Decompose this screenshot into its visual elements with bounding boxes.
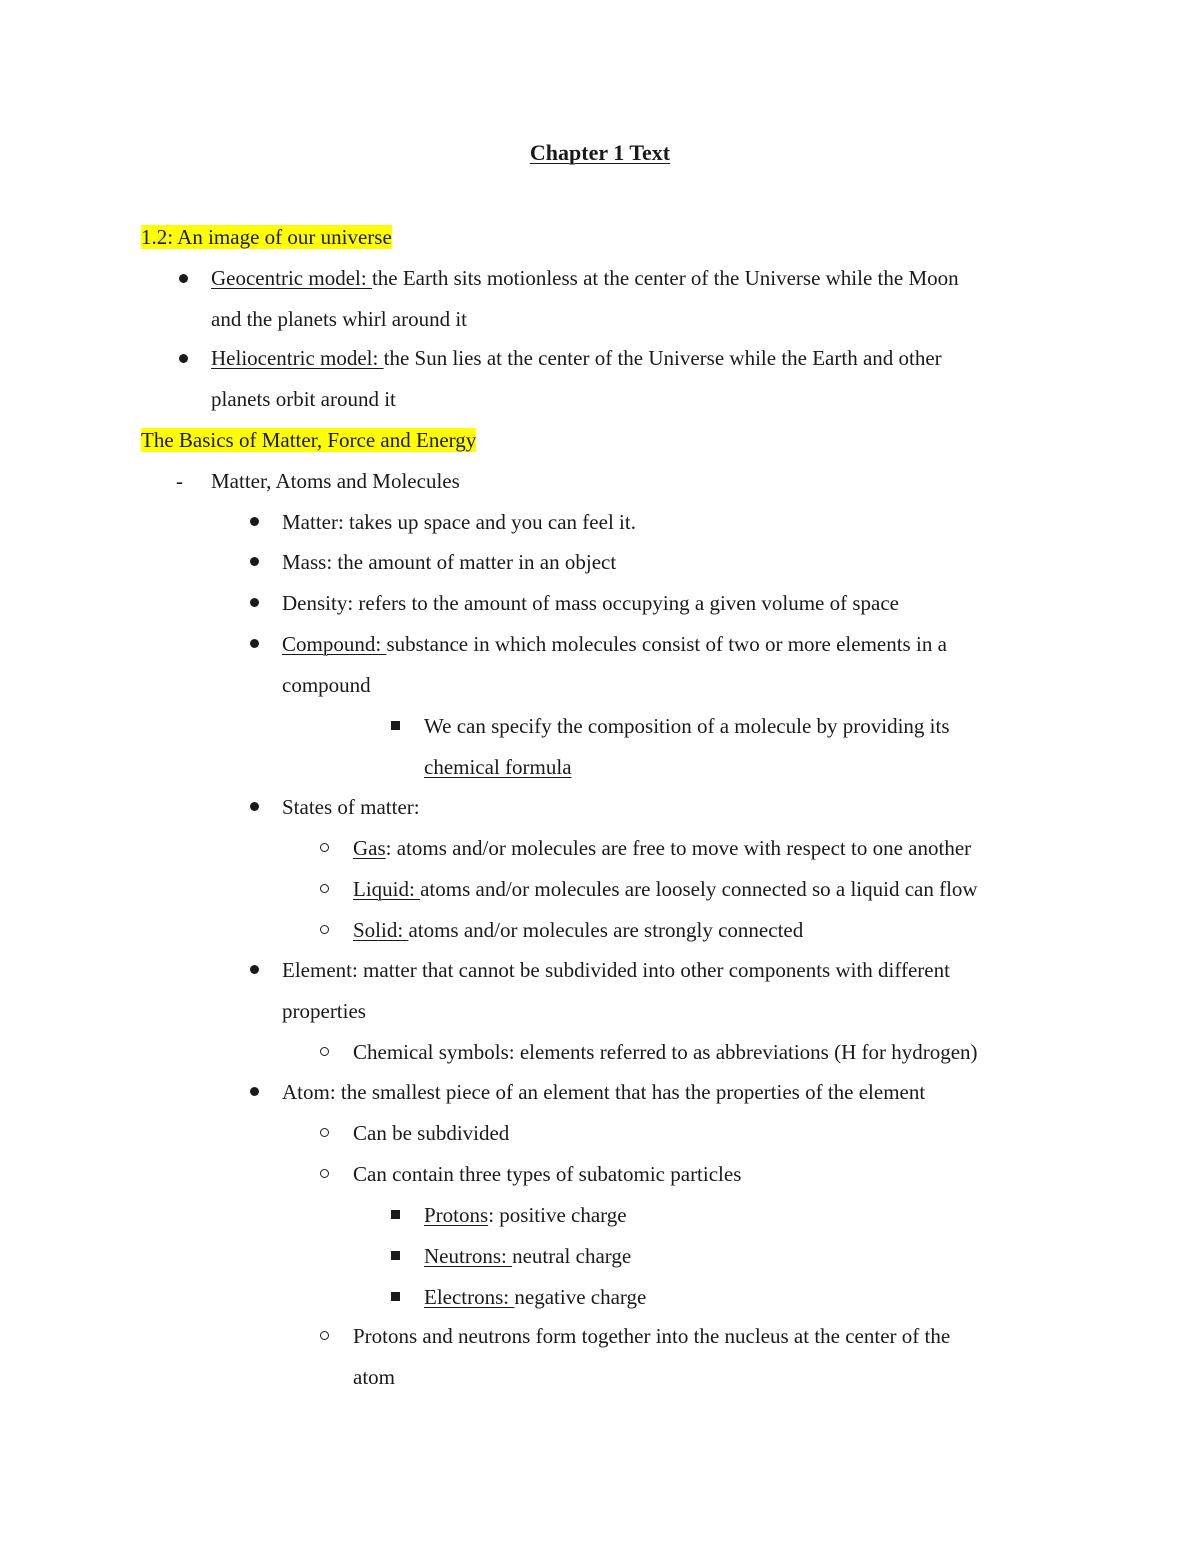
list-item-solid: Solid: atoms and/or molecules are strongly connected	[353, 918, 804, 942]
bullet-disc-icon	[179, 274, 188, 283]
list-item-formula-cont: chemical formula	[424, 755, 572, 779]
bullet-disc-icon	[250, 517, 259, 526]
bullet-square-icon	[391, 1292, 400, 1301]
list-item-neutrons: Neutrons: neutral charge	[424, 1244, 632, 1268]
bullet-square-icon	[391, 1251, 400, 1260]
list-item-geocentric-cont: and the planets whirl around it	[211, 307, 468, 331]
document-title: Chapter 1 Text	[529, 140, 671, 165]
bullet-square-icon	[391, 1210, 400, 1219]
bullet-circle-icon	[320, 884, 329, 893]
bullet-disc-icon	[250, 598, 259, 607]
dash-bullet-icon: -	[176, 469, 183, 493]
list-item-heliocentric-cont: planets orbit around it	[211, 387, 396, 411]
list-item-nucleus-cont: atom	[353, 1365, 395, 1389]
section-heading-basics: The Basics of Matter, Force and Energy	[141, 428, 477, 452]
bullet-circle-icon	[320, 1331, 329, 1340]
list-item-symbols: Chemical symbols: elements referred to as abbreviations (H for hydrogen)	[353, 1040, 978, 1064]
bullet-disc-icon	[250, 1087, 259, 1096]
bullet-circle-icon	[320, 843, 329, 852]
subheading-matter-atoms: Matter, Atoms and Molecules	[211, 469, 460, 493]
bullet-disc-icon	[250, 965, 259, 974]
section-heading-universe: 1.2: An image of our universe	[141, 225, 392, 249]
bullet-square-icon	[391, 721, 400, 730]
list-item-geocentric: Geocentric model: the Earth sits motionless at the center of the Universe while the Moon	[211, 266, 959, 290]
list-item-states: States of matter:	[282, 795, 420, 819]
bullet-disc-icon	[179, 354, 188, 363]
bullet-circle-icon	[320, 1128, 329, 1137]
list-item-heliocentric: Heliocentric model: the Sun lies at the center of the Universe while the Earth and other	[211, 346, 942, 370]
list-item-protons: Protons: positive charge	[424, 1203, 627, 1227]
list-item-electrons: Electrons: negative charge	[424, 1285, 647, 1309]
bullet-circle-icon	[320, 1047, 329, 1056]
bullet-disc-icon	[250, 639, 259, 648]
list-item-element: Element: matter that cannot be subdivided into other components with different	[282, 958, 950, 982]
list-item-element-cont: properties	[282, 999, 366, 1023]
bullet-disc-icon	[250, 802, 259, 811]
list-item-density: Density: refers to the amount of mass occupying a given volume of space	[282, 591, 899, 615]
list-item-three-types: Can contain three types of subatomic particles	[353, 1162, 742, 1186]
list-item-gas: Gas: atoms and/or molecules are free to move with respect to one another	[353, 836, 972, 860]
list-item-compound: Compound: substance in which molecules consist of two or more elements in a	[282, 632, 947, 656]
list-item-compound-cont: compound	[282, 673, 371, 697]
bullet-circle-icon	[320, 1169, 329, 1178]
list-item-atom: Atom: the smallest piece of an element that has the properties of the element	[282, 1080, 926, 1104]
list-item-matter: Matter: takes up space and you can feel it.	[282, 510, 636, 534]
list-item-liquid: Liquid: atoms and/or molecules are loosely connected so a liquid can flow	[353, 877, 978, 901]
bullet-circle-icon	[320, 925, 329, 934]
list-item-formula: We can specify the composition of a molecule by providing its	[424, 714, 950, 738]
list-item-subdivided: Can be subdivided	[353, 1121, 510, 1145]
list-item-nucleus: Protons and neutrons form together into the nucleus at the center of the	[353, 1324, 951, 1348]
list-item-mass: Mass: the amount of matter in an object	[282, 550, 617, 574]
bullet-disc-icon	[250, 557, 259, 566]
